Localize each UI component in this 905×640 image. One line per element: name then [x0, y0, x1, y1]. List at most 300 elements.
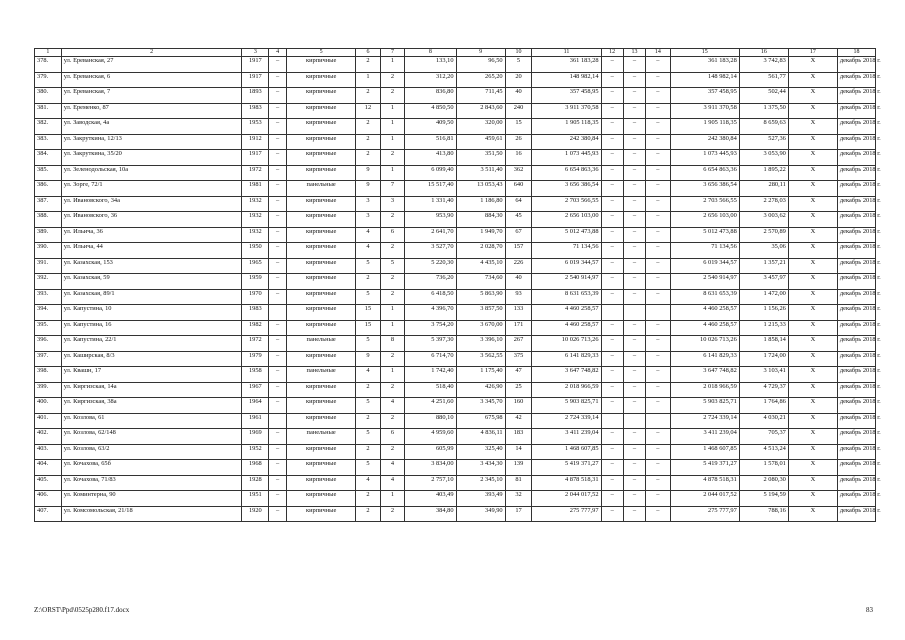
table-cell: 1	[380, 134, 405, 150]
table-cell: Х	[788, 367, 837, 383]
table-cell: 4 878 518,31	[670, 475, 739, 491]
table-cell: 404.	[35, 460, 62, 476]
table-cell: Х	[788, 57, 837, 73]
table-row	[35, 320, 876, 336]
table-cell: 351,50	[456, 150, 505, 166]
table-cell: –	[269, 506, 287, 522]
table-cell: ул. Киргизская, 38а	[61, 398, 242, 414]
table-cell: 2 656 103,00	[670, 212, 739, 228]
table-cell: 1 186,80	[456, 196, 505, 212]
table-cell: 1 175,40	[456, 367, 505, 383]
table-cell: ул. Ереванская, 6	[61, 72, 242, 88]
table-cell: 384.	[35, 150, 62, 166]
table-cell: –	[601, 88, 623, 104]
table-cell: 1 578,01	[739, 460, 788, 476]
table-cell: –	[601, 103, 623, 119]
table-cell	[623, 413, 645, 429]
table-cell: 527,36	[739, 134, 788, 150]
table-cell: 4	[356, 227, 381, 243]
table-cell: кирпичные	[287, 274, 356, 290]
table-cell: 1965	[242, 258, 269, 274]
table-cell: –	[269, 367, 287, 383]
table-cell: –	[601, 398, 623, 414]
table-cell: Х	[788, 150, 837, 166]
table-cell: Х	[788, 243, 837, 259]
table-cell: 3 754,20	[405, 320, 456, 336]
table-cell: 2 278,03	[739, 196, 788, 212]
table-cell: кирпичные	[287, 289, 356, 305]
table-cell: 1972	[242, 336, 269, 352]
table-cell: 1 375,50	[739, 103, 788, 119]
table-cell: кирпичные	[287, 243, 356, 259]
table-cell: –	[269, 320, 287, 336]
table-row	[35, 491, 876, 507]
table-cell: –	[623, 382, 645, 398]
table-cell: –	[646, 150, 671, 166]
table-cell: Х	[788, 444, 837, 460]
table-row	[35, 150, 876, 166]
table-cell: –	[601, 320, 623, 336]
table-row	[35, 258, 876, 274]
column-header-cell: 4	[269, 49, 287, 57]
table-cell: 1 764,86	[739, 398, 788, 414]
table-cell: 3	[380, 196, 405, 212]
table-cell: декабрь 2018 г.	[837, 382, 875, 398]
table-row	[35, 103, 876, 119]
table-cell: Х	[788, 181, 837, 197]
table-cell: 3 511,40	[456, 165, 505, 181]
table-cell: Х	[788, 196, 837, 212]
table-cell: 2	[380, 88, 405, 104]
table-cell: кирпичные	[287, 475, 356, 491]
table-cell: –	[646, 382, 671, 398]
table-cell: декабрь 2018 г.	[837, 165, 875, 181]
table-cell: 1 468 607,85	[670, 444, 739, 460]
table-cell: кирпичные	[287, 460, 356, 476]
table-row	[35, 196, 876, 212]
column-header-cell: 10	[505, 49, 532, 57]
table-cell: 4	[356, 475, 381, 491]
table-cell: декабрь 2018 г.	[837, 227, 875, 243]
table-cell: ул. Заводская, 4а	[61, 119, 242, 135]
table-cell: панельные	[287, 367, 356, 383]
table-cell: –	[269, 289, 287, 305]
table-cell: –	[269, 336, 287, 352]
table-cell: 2 540 914,97	[670, 274, 739, 290]
table-cell: 1 895,22	[739, 165, 788, 181]
table-cell: 320,00	[456, 119, 505, 135]
table-cell: 7	[380, 181, 405, 197]
table-cell: 1953	[242, 119, 269, 135]
table-row	[35, 289, 876, 305]
table-cell: –	[646, 429, 671, 445]
table-cell: –	[646, 506, 671, 522]
table-cell: 516,81	[405, 134, 456, 150]
table-cell: –	[601, 212, 623, 228]
table-cell: –	[601, 57, 623, 73]
table-row	[35, 212, 876, 228]
table-cell: 1932	[242, 227, 269, 243]
table-cell: –	[269, 243, 287, 259]
table-cell	[646, 413, 671, 429]
table-cell: кирпичные	[287, 150, 356, 166]
table-cell: 4 850,50	[405, 103, 456, 119]
table-cell: –	[269, 274, 287, 290]
table-cell: –	[601, 336, 623, 352]
table-cell: 2	[380, 150, 405, 166]
table-cell: –	[269, 491, 287, 507]
footer-file-path: Z:\ORST\Ppd\0525p280.f17.docx	[34, 606, 130, 614]
table-cell: 4 836,11	[456, 429, 505, 445]
table-cell: 502,44	[739, 88, 788, 104]
table-cell: 388.	[35, 212, 62, 228]
table-cell: –	[269, 444, 287, 460]
table-cell: –	[623, 289, 645, 305]
column-header-cell: 2	[61, 49, 242, 57]
table-cell: 5 220,30	[405, 258, 456, 274]
table-cell: 2 018 966,59	[532, 382, 601, 398]
table-cell: декабрь 2018 г.	[837, 103, 875, 119]
table-cell: 1917	[242, 72, 269, 88]
table-cell: 5	[356, 289, 381, 305]
table-cell: –	[269, 429, 287, 445]
table-cell: –	[601, 119, 623, 135]
table-cell: –	[623, 227, 645, 243]
table-cell: 2 757,10	[405, 475, 456, 491]
table-cell: –	[623, 398, 645, 414]
table-cell: ул. Зеленодольская, 10а	[61, 165, 242, 181]
table-cell: 406.	[35, 491, 62, 507]
table-cell: –	[623, 367, 645, 383]
table-cell: 5 903 825,71	[532, 398, 601, 414]
table-cell: –	[623, 506, 645, 522]
table-cell: 2 540 914,97	[532, 274, 601, 290]
table-cell: 265,20	[456, 72, 505, 88]
table-row	[35, 72, 876, 88]
table-cell: –	[623, 258, 645, 274]
table-cell: 2	[356, 274, 381, 290]
table-cell: 413,80	[405, 150, 456, 166]
table-cell: –	[646, 165, 671, 181]
table-cell: 2 656 103,00	[532, 212, 601, 228]
table-cell: 15	[505, 119, 532, 135]
table-cell: ул. Казахская, 89/1	[61, 289, 242, 305]
table-cell: 1982	[242, 320, 269, 336]
table-cell: 711,45	[456, 88, 505, 104]
table-cell: кирпичные	[287, 134, 356, 150]
table-cell: 4	[380, 475, 405, 491]
table-cell: 6 654 863,36	[670, 165, 739, 181]
column-header-cell: 17	[788, 49, 837, 57]
table-row	[35, 119, 876, 135]
table-row	[35, 274, 876, 290]
table-cell: –	[623, 351, 645, 367]
table-cell: кирпичные	[287, 258, 356, 274]
table-cell: декабрь 2018 г.	[837, 444, 875, 460]
table-cell: 10 026 713,26	[532, 336, 601, 352]
table-cell: 459,61	[456, 134, 505, 150]
table-cell: 1932	[242, 196, 269, 212]
table-cell: 2	[380, 289, 405, 305]
table-cell: 1 858,14	[739, 336, 788, 352]
table-cell: ул. Ереванская, 7	[61, 88, 242, 104]
table-cell: Х	[788, 289, 837, 305]
table-cell: 5	[505, 57, 532, 73]
table-cell: 4 513,24	[739, 444, 788, 460]
table-cell: 1	[380, 103, 405, 119]
table-cell: –	[601, 289, 623, 305]
column-header-cell: 18	[837, 49, 875, 57]
table-cell: 1 472,00	[739, 289, 788, 305]
table-cell: 312,20	[405, 72, 456, 88]
table-cell: ул. Ивановского, 34а	[61, 196, 242, 212]
table-cell: 3 053,90	[739, 150, 788, 166]
table-cell: –	[646, 351, 671, 367]
table-cell: Х	[788, 336, 837, 352]
table-cell: –	[646, 103, 671, 119]
table-cell: кирпичные	[287, 398, 356, 414]
table-cell: –	[269, 57, 287, 73]
table-cell: 6 654 863,36	[532, 165, 601, 181]
table-cell: 1 073 445,93	[532, 150, 601, 166]
table-cell: 2	[356, 150, 381, 166]
table-cell: 6 418,50	[405, 289, 456, 305]
table-cell: 1917	[242, 57, 269, 73]
table-cell: –	[646, 460, 671, 476]
table-cell: –	[623, 429, 645, 445]
table-cell: 4 460 258,57	[532, 305, 601, 321]
table-row	[35, 88, 876, 104]
table-cell	[623, 305, 645, 321]
table-cell: ул. Кочахова, 71/83	[61, 475, 242, 491]
table-cell: ул. Ильича, 44	[61, 243, 242, 259]
table-cell: 1 073 445,93	[670, 150, 739, 166]
table-cell: ул. Капустина, 22/1	[61, 336, 242, 352]
table-cell: –	[646, 119, 671, 135]
table-cell: 275 777,97	[670, 506, 739, 522]
table-cell: 1920	[242, 506, 269, 522]
column-header-cell: 16	[739, 49, 788, 57]
column-header-cell: 3	[242, 49, 269, 57]
table-cell: 880,10	[405, 413, 456, 429]
table-cell: 518,40	[405, 382, 456, 398]
table-cell: –	[601, 72, 623, 88]
table-cell: 5	[356, 460, 381, 476]
table-cell	[646, 305, 671, 321]
table-cell: 4	[356, 243, 381, 259]
table-cell: –	[269, 398, 287, 414]
table-cell: –	[646, 243, 671, 259]
table-cell: 2 724 339,14	[532, 413, 601, 429]
table-cell: 25	[505, 382, 532, 398]
table-cell: 6 141 829,33	[532, 351, 601, 367]
table-row	[35, 398, 876, 414]
table-cell: 2 044 017,52	[670, 491, 739, 507]
table-cell: декабрь 2018 г.	[837, 274, 875, 290]
table-cell: 2	[356, 382, 381, 398]
table-cell: ул. Закруткина, 12/13	[61, 134, 242, 150]
table-cell: –	[269, 134, 287, 150]
table-cell: 2	[356, 413, 381, 429]
table-row	[35, 227, 876, 243]
table-cell: ул. Козлова, 62/148	[61, 429, 242, 445]
table-cell: 4	[356, 367, 381, 383]
table-cell: –	[269, 382, 287, 398]
table-cell: –	[601, 274, 623, 290]
table-row	[35, 475, 876, 491]
table-cell: ул. Комсомольская, 21/18	[61, 506, 242, 522]
table-cell: Х	[788, 429, 837, 445]
table-cell: 2 641,70	[405, 227, 456, 243]
table-cell: 2	[356, 119, 381, 135]
table-cell: кирпичные	[287, 227, 356, 243]
table-cell: –	[646, 181, 671, 197]
table-cell: 381.	[35, 103, 62, 119]
table-cell: –	[269, 258, 287, 274]
table-cell: Х	[788, 382, 837, 398]
table-cell: кирпичные	[287, 305, 356, 321]
table-cell: 1967	[242, 382, 269, 398]
table-cell: кирпичные	[287, 103, 356, 119]
table-cell: кирпичные	[287, 196, 356, 212]
table-cell: 1 905 118,35	[670, 119, 739, 135]
table-cell: –	[601, 382, 623, 398]
table-cell: 96,50	[456, 57, 505, 73]
table-cell: 2	[380, 274, 405, 290]
table-cell: –	[601, 429, 623, 445]
table-cell: 379.	[35, 72, 62, 88]
table-cell: декабрь 2018 г.	[837, 196, 875, 212]
table-cell: 47	[505, 367, 532, 383]
table-cell: –	[601, 491, 623, 507]
table-cell: 3 411 239,04	[532, 429, 601, 445]
table-cell: 426,90	[456, 382, 505, 398]
table-cell: 375	[505, 351, 532, 367]
table-cell: 1964	[242, 398, 269, 414]
table-cell: кирпичные	[287, 506, 356, 522]
table-cell: 2 028,70	[456, 243, 505, 259]
table-cell: –	[623, 119, 645, 135]
table-cell: 2 080,30	[739, 475, 788, 491]
table-cell: 390.	[35, 243, 62, 259]
table-cell: 26	[505, 134, 532, 150]
table-cell: –	[623, 150, 645, 166]
table-cell: –	[646, 72, 671, 88]
table-cell: –	[269, 165, 287, 181]
table-row	[35, 57, 876, 73]
table-cell: 2 018 966,59	[670, 382, 739, 398]
table-cell: 10 026 713,26	[670, 336, 739, 352]
table-cell: 1917	[242, 150, 269, 166]
table-cell: –	[623, 57, 645, 73]
table-cell: 5 863,90	[456, 289, 505, 305]
table-cell: ул. Закруткина, 35/20	[61, 150, 242, 166]
table-cell: 1 742,40	[405, 367, 456, 383]
table-cell: 32	[505, 491, 532, 507]
table-cell: Х	[788, 227, 837, 243]
table-cell: 1928	[242, 475, 269, 491]
table-cell: 42	[505, 413, 532, 429]
column-header-cell: 5	[287, 49, 356, 57]
table-cell: 1959	[242, 274, 269, 290]
table-cell: 3 411 239,04	[670, 429, 739, 445]
table-cell: Х	[788, 460, 837, 476]
table-cell: 4 959,60	[405, 429, 456, 445]
table-cell: 836,80	[405, 88, 456, 104]
table-cell: –	[623, 475, 645, 491]
table-cell: Х	[788, 88, 837, 104]
table-cell: 3 562,55	[456, 351, 505, 367]
table-cell: –	[646, 367, 671, 383]
table-cell: 45	[505, 212, 532, 228]
table-cell: 267	[505, 336, 532, 352]
table-cell: –	[601, 181, 623, 197]
table-cell: 67	[505, 227, 532, 243]
table-cell: ул. Кочахова, 65б	[61, 460, 242, 476]
table-cell: –	[601, 258, 623, 274]
table-cell: –	[646, 491, 671, 507]
table-cell: Х	[788, 320, 837, 336]
table-cell: –	[623, 134, 645, 150]
table-cell: 40	[505, 274, 532, 290]
table-cell: 675,98	[456, 413, 505, 429]
table-cell: 160	[505, 398, 532, 414]
table-row	[35, 134, 876, 150]
table-cell: –	[601, 475, 623, 491]
table-cell: 1952	[242, 444, 269, 460]
table-cell: 1950	[242, 243, 269, 259]
table-cell: 2 843,60	[456, 103, 505, 119]
table-cell: –	[623, 491, 645, 507]
table-cell: ул. Еременко, 87	[61, 103, 242, 119]
table-row	[35, 367, 876, 383]
table-cell	[601, 413, 623, 429]
table-cell: –	[601, 460, 623, 476]
table-cell: –	[646, 289, 671, 305]
table-cell: 1 724,00	[739, 351, 788, 367]
table-cell: 705,37	[739, 429, 788, 445]
table-cell: декабрь 2018 г.	[837, 181, 875, 197]
table-cell: 15 517,40	[405, 181, 456, 197]
table-cell: Х	[788, 475, 837, 491]
table-cell: 3 434,30	[456, 460, 505, 476]
table-cell: –	[623, 336, 645, 352]
table-cell: –	[646, 398, 671, 414]
table-cell: 5	[356, 258, 381, 274]
table-cell: 1 949,70	[456, 227, 505, 243]
table-cell: 5	[380, 258, 405, 274]
table-cell: 1969	[242, 429, 269, 445]
table-cell: Х	[788, 305, 837, 321]
table-cell: 3 911 370,58	[670, 103, 739, 119]
table-cell: кирпичные	[287, 382, 356, 398]
table-cell: 1	[380, 119, 405, 135]
table-cell: Х	[788, 212, 837, 228]
table-cell: 242 380,84	[532, 134, 601, 150]
table-cell: 3 396,10	[456, 336, 505, 352]
table-cell: 6 019 344,57	[670, 258, 739, 274]
table-cell: 2	[380, 413, 405, 429]
table-cell: –	[623, 274, 645, 290]
table-cell: 362	[505, 165, 532, 181]
page-number: 83	[866, 606, 873, 614]
table-cell: 2	[356, 134, 381, 150]
table-cell: 139	[505, 460, 532, 476]
table-cell: ул. Зорге, 72/1	[61, 181, 242, 197]
table-cell: декабрь 2018 г.	[837, 475, 875, 491]
table-cell	[601, 305, 623, 321]
table-cell: 398.	[35, 367, 62, 383]
